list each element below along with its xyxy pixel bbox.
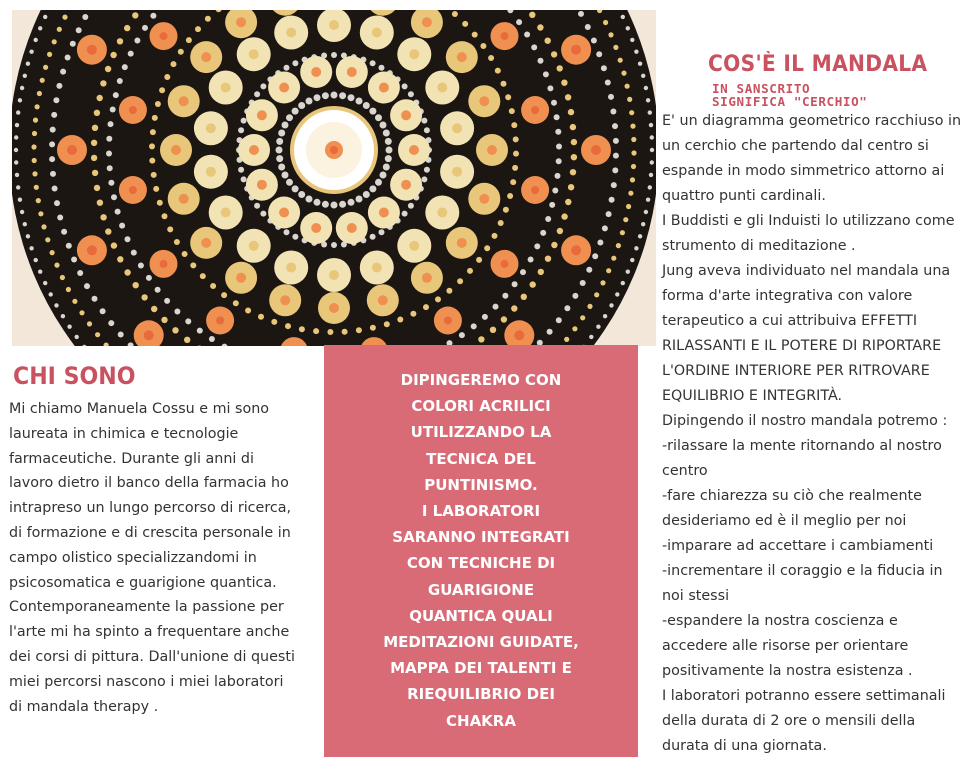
subtitle-line: IN SANSCRITO	[712, 81, 811, 96]
mandala-body-line: L'ORDINE INTERIORE PER RITROVARE	[662, 363, 930, 379]
workshop-line: SARANNO INTEGRATI	[392, 528, 570, 547]
mandala-painting-image	[12, 10, 656, 346]
mandala-body-line: EQUILIBRIO E INTEGRITÀ.	[662, 388, 843, 404]
workshop-line: I LABORATORI	[421, 502, 541, 521]
about-body-line: Mi chiamo Manuela Cossu e mi sono	[9, 401, 270, 417]
mandala-body-line: strumento di meditazione .	[662, 238, 856, 254]
mandala-body-line: forma d'arte integrativa con valore	[662, 288, 913, 304]
mandala-body-line: I Buddisti e gli Induisti lo utilizzano come	[662, 213, 955, 229]
mandala-body-line: noi stessi	[662, 588, 730, 604]
workshop-line: DIPINGEREMO CON	[400, 371, 562, 389]
mandala-section-subtitle	[712, 82, 867, 108]
about-section-title: CHI SONO	[13, 362, 136, 390]
mandala-body-line: espande in modo simmetrico attorno ai	[662, 163, 945, 179]
workshop-line: RIEQUILIBRIO DEI	[407, 685, 555, 704]
subtitle-line: SIGNIFICA "CERCHIO"	[712, 94, 868, 109]
about-body-line: Contemporaneamente la passione per	[9, 599, 284, 616]
about-body-line: laureata in chimica e tecnologie	[9, 425, 239, 442]
workshop-line: MAPPA DEI TALENTI E	[390, 659, 572, 678]
about-body-line: dei corsi di pittura. Dall'unione di questi	[9, 648, 295, 665]
mandala-body-line: positivamente la nostra esistenza .	[662, 663, 913, 679]
workshop-line: CHAKRA	[446, 711, 516, 730]
about-body-line: di formazione e di crescita personale in	[9, 524, 291, 541]
about-section-body	[9, 397, 319, 719]
workshop-line: PUNTINISMO.	[424, 475, 538, 494]
mandala-body-line: -imparare ad accettare i cambiamenti	[662, 538, 934, 554]
mandala-body-line: -rilassare la mente ritornando al nostro	[662, 438, 942, 454]
mandala-body-line: accedere alle risorse per orientare	[662, 638, 909, 654]
mandala-section-body	[662, 109, 978, 759]
mandala-body-line: durata di una giornata.	[662, 738, 827, 754]
workshop-line: COLORI ACRILICI	[411, 397, 551, 416]
about-body-line: l'arte mi ha spinto a frequentare anche	[9, 624, 290, 641]
workshop-line: GUARIGIONE	[427, 580, 535, 599]
about-body-line: campo olistico specializzandomi in	[9, 549, 257, 566]
workshop-box-text	[324, 367, 638, 734]
about-body-line: farmaceutiche. Durante gli anni di	[9, 450, 254, 467]
mandala-body-line: centro	[662, 463, 708, 479]
mandala-body-line: un cerchio che partendo dal centro si	[662, 138, 929, 154]
mandala-painting-icon	[12, 10, 656, 346]
mandala-body-line: Jung aveva individuato nel mandala una	[662, 263, 951, 279]
mandala-body-line: quattro punti cardinali.	[662, 188, 826, 204]
mandala-body-line: -incrementare il coraggio e la fiducia in	[662, 563, 943, 579]
about-body-line: lavoro dietro il banco della farmacia ho	[9, 475, 289, 492]
mandala-body-line: desideriamo ed è il meglio per noi	[662, 513, 907, 529]
mandala-body-line: della durata di 2 ore o mensili della	[662, 713, 916, 729]
mandala-body-line: -fare chiarezza su ciò che realmente	[662, 488, 922, 504]
mandala-body-line: -espandere la nostra coscienza e	[662, 613, 898, 629]
workshop-line: QUANTICA QUALI	[409, 606, 553, 625]
mandala-body-line: RILASSANTI E IL POTERE DI RIPORTARE	[662, 338, 942, 354]
mandala-body-line: Dipingendo il nostro mandala potremo :	[662, 413, 948, 429]
workshop-line: TECNICA DEL	[426, 449, 536, 468]
about-body-line: intrapreso un lungo percorso di ricerca,	[9, 500, 292, 517]
mandala-body-line: E' un diagramma geometrico racchiuso in	[662, 113, 962, 129]
workshop-line: UTILIZZANDO LA	[410, 423, 552, 442]
mandala-body-line: terapeutico a cui attribuiva EFFETTI	[662, 313, 918, 329]
workshop-line: MEDITAZIONI GUIDATE,	[383, 633, 579, 652]
workshop-box	[324, 345, 638, 757]
about-body-line: miei percorsi nascono i miei laboratori	[9, 673, 284, 690]
mandala-body-line: I laboratori potranno essere settimanali	[662, 688, 946, 704]
about-body-line: psicosomatica e guarigione quantica.	[9, 574, 277, 591]
workshop-line: CON TECNICHE DI	[406, 554, 556, 573]
mandala-section-title: COS'È IL MANDALA	[708, 52, 928, 77]
about-body-line: di mandala therapy .	[9, 698, 159, 715]
